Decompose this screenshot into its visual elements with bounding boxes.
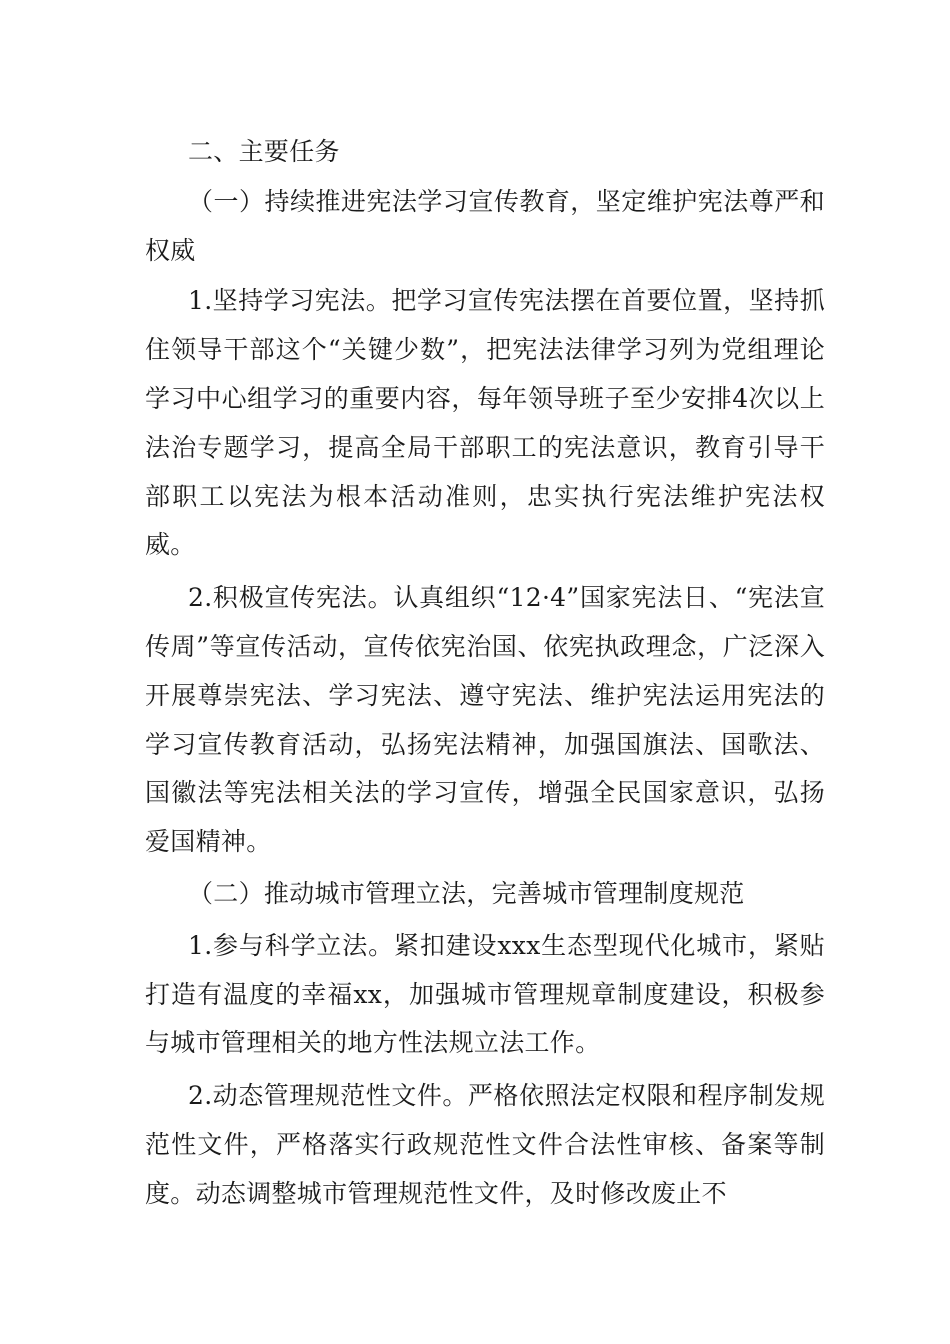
paragraph-study-constitution: 1.坚持学习宪法。把学习宣传宪法摆在首要位置，坚持抓住领导干部这个“关键少数”，把宪法法律学习列为党组理论学习中心组学习的重要内容，每年领导班子至少安排4次以上法治专题学习，提高全局干部职工的宪法意识，教育引导干部职工以宪法为根本活动准则，忠实执行宪法维护宪法权威。 bbox=[145, 286, 825, 560]
section-heading: 二、主要任务 bbox=[188, 137, 340, 166]
paragraph-publicize-constitution: 2.积极宣传宪法。认真组织“12·4”国家宪法日、“宪法宣传周”等宣传活动，宣传依宪治国、依宪执政理念，广泛深入开展尊崇宪法、学习宪法、遵守宪法、维护宪法运用宪法的学习宣传教育活动，弘扬宪法精神，加强国旗法、国歌法、国徽法等宪法相关法的学习宣传，增强全民国家意识，弘扬爱国精神。 bbox=[145, 583, 825, 857]
subsection-title-1: （一）持续推进宪法学习宣传教育，坚定维护宪法尊严和权威 bbox=[145, 186, 825, 265]
paragraph-normative-documents: 2.动态管理规范性文件。严格依照法定权限和程序制发规范性文件，严格落实行政规范性文件合法性审核、备案等制度。动态调整城市管理规范性文件，及时修改废止不 bbox=[145, 1081, 825, 1208]
subsection-title-2: （二）推动城市管理立法，完善城市管理制度规范 bbox=[188, 878, 745, 908]
paragraph-scientific-legislation: 1.参与科学立法。紧扣建设xxx生态型现代化城市，紧贴打造有温度的幸福xx，加强城市管理规章制度建设，积极参与城市管理相关的地方性法规立法工作。 bbox=[145, 930, 825, 1058]
document-body bbox=[145, 128, 825, 1219]
